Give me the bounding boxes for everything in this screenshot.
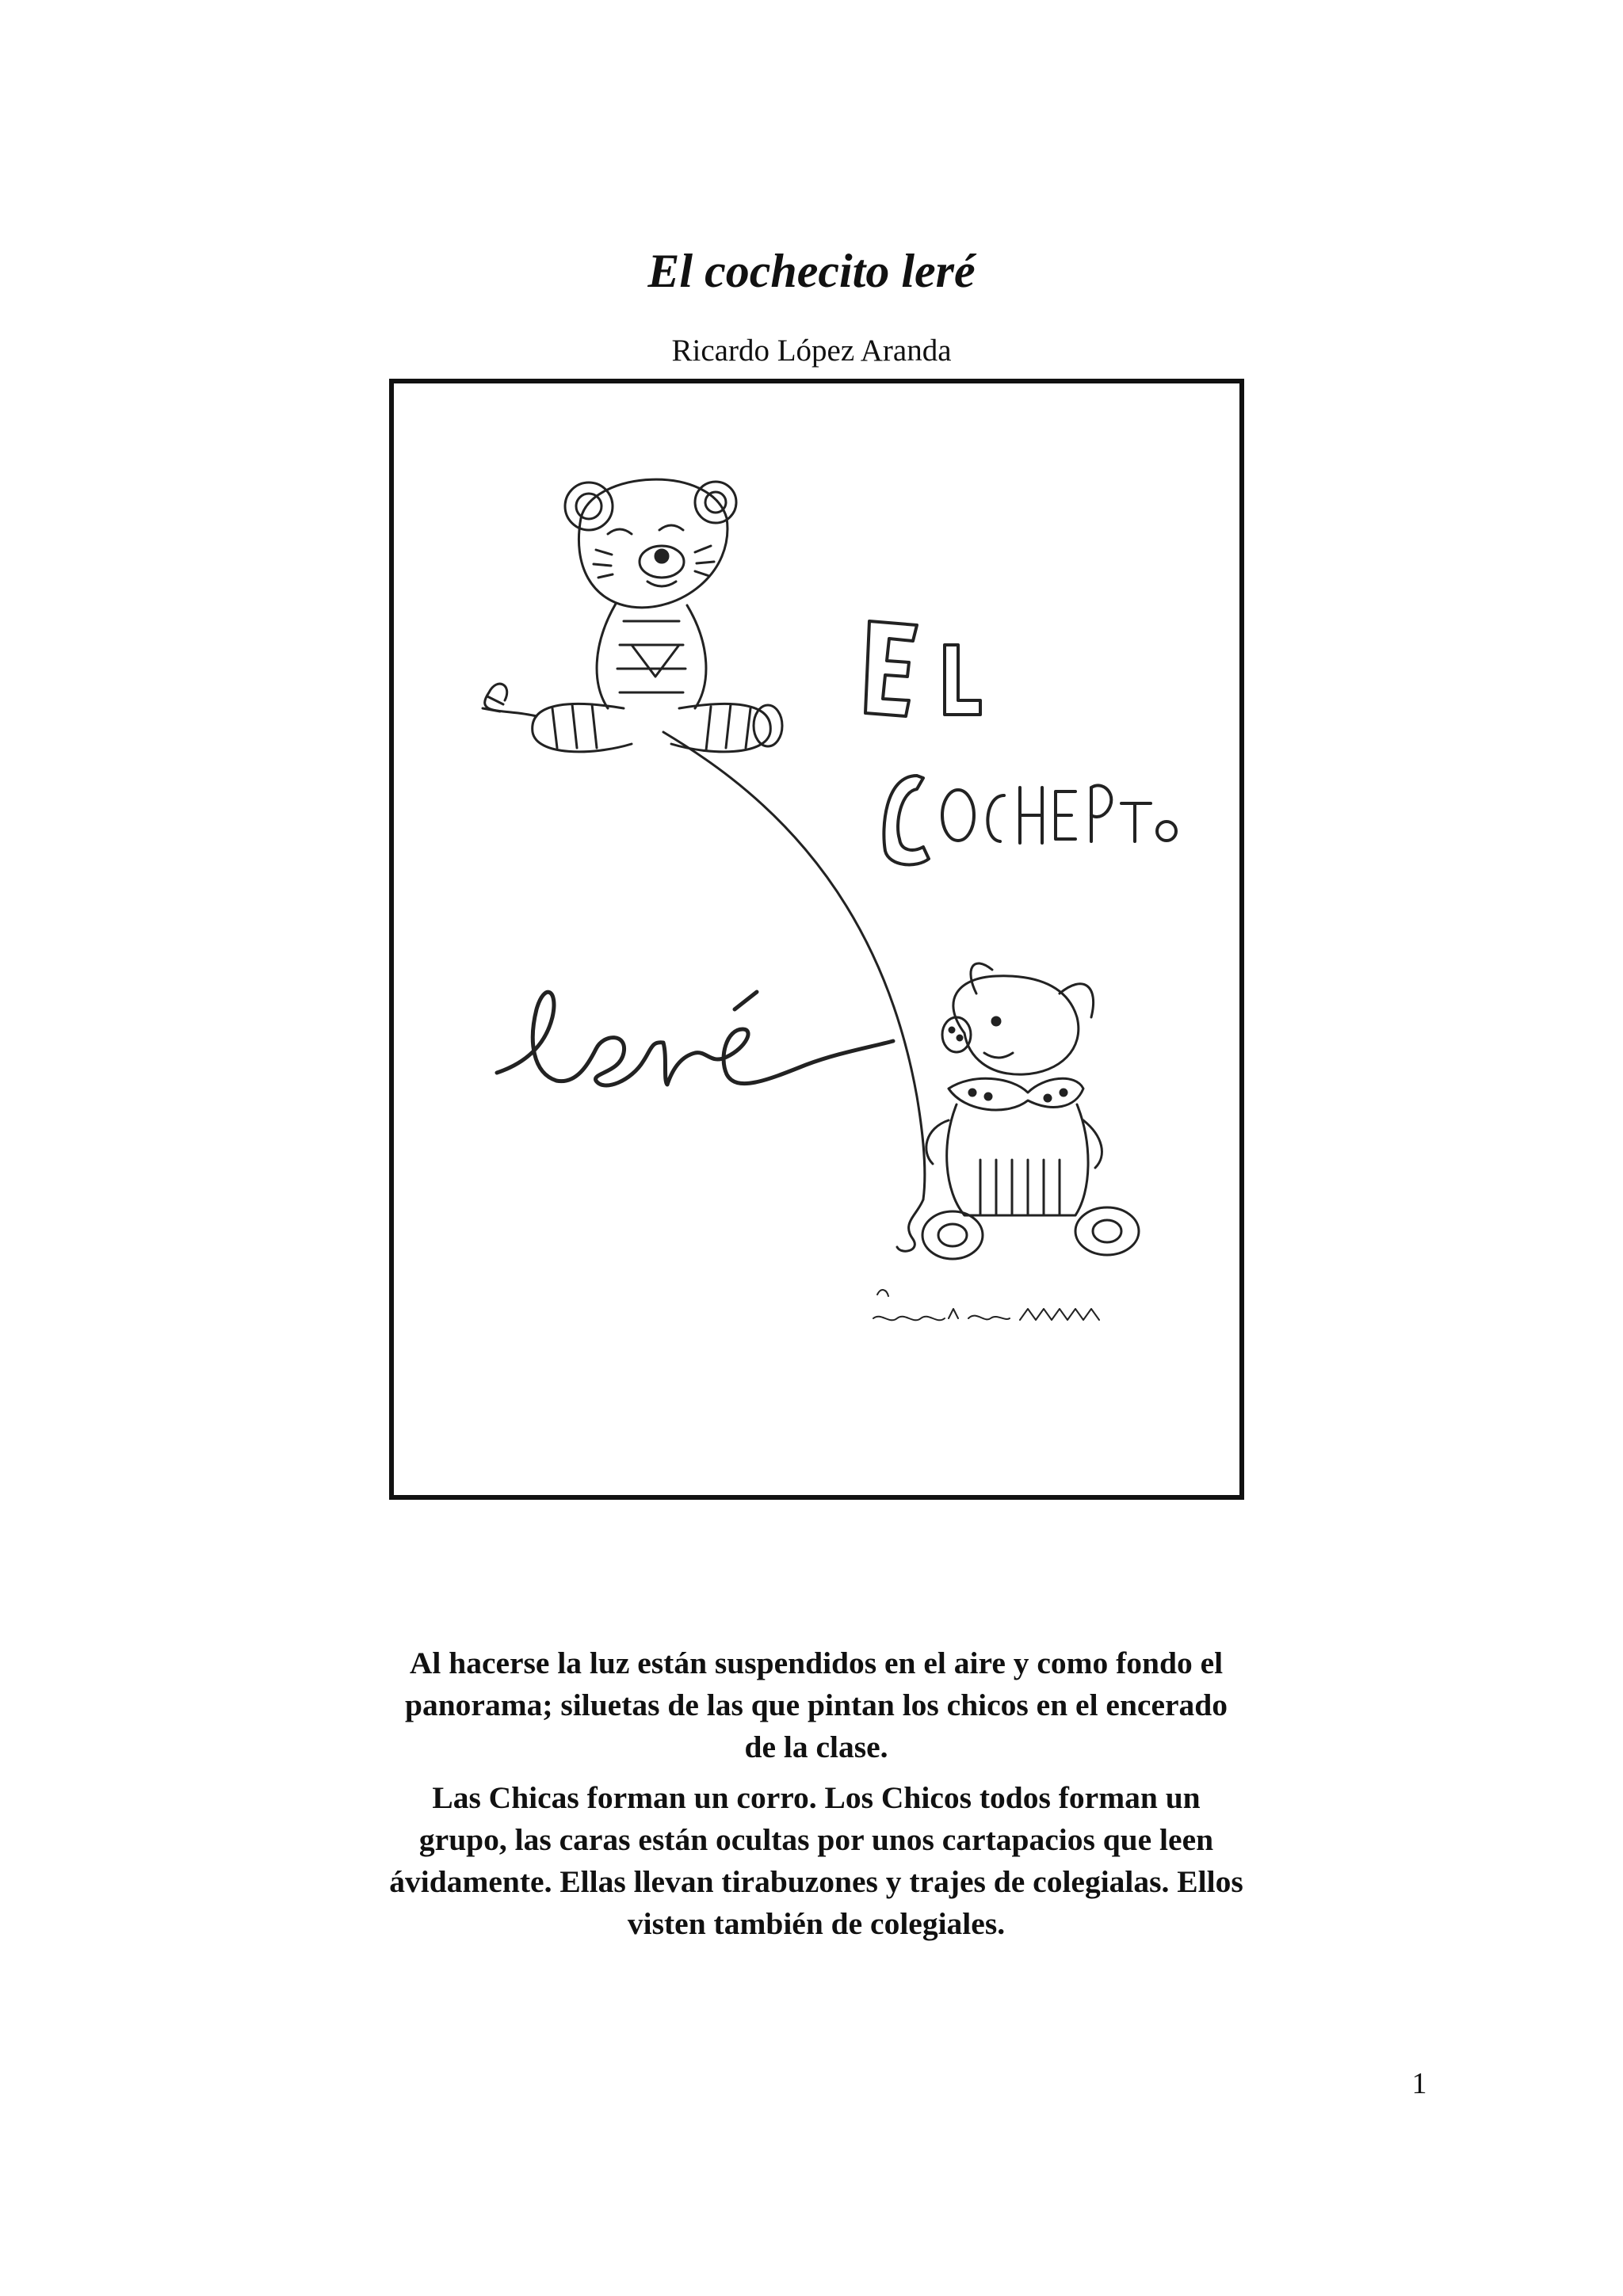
cover-illustration — [394, 383, 1239, 1495]
document-title: El cochecito leré — [647, 245, 976, 297]
stage-direction-paragraph-1: Al hacerse la luz están suspendidos en el aire y como fondo el panorama; siluetas de las que pintan los chicos en el encerado de la clase. — [404, 1646, 1228, 1764]
lettering-lere — [497, 992, 893, 1085]
signature-drawing — [873, 1290, 1099, 1320]
pig-drawing — [897, 963, 1139, 1259]
cover-illustration-frame — [389, 379, 1244, 1500]
tiger-drawing — [483, 479, 782, 752]
string-line — [663, 732, 925, 1199]
stage-direction-paragraph-2: Las Chicas forman un corro. Los Chicos todos forman un grupo, las caras están ocultas por unos cartapacios que leen ávidamente. Ellas llevan tirabuzones y trajes de colegialas. Ellos visten también de colegiales. — [389, 1780, 1243, 1941]
lettering-cochecit — [884, 776, 1176, 864]
page-number: 1 — [1411, 2067, 1427, 2100]
lettering-el — [865, 621, 980, 716]
document-author: Ricardo López Aranda — [671, 334, 952, 368]
